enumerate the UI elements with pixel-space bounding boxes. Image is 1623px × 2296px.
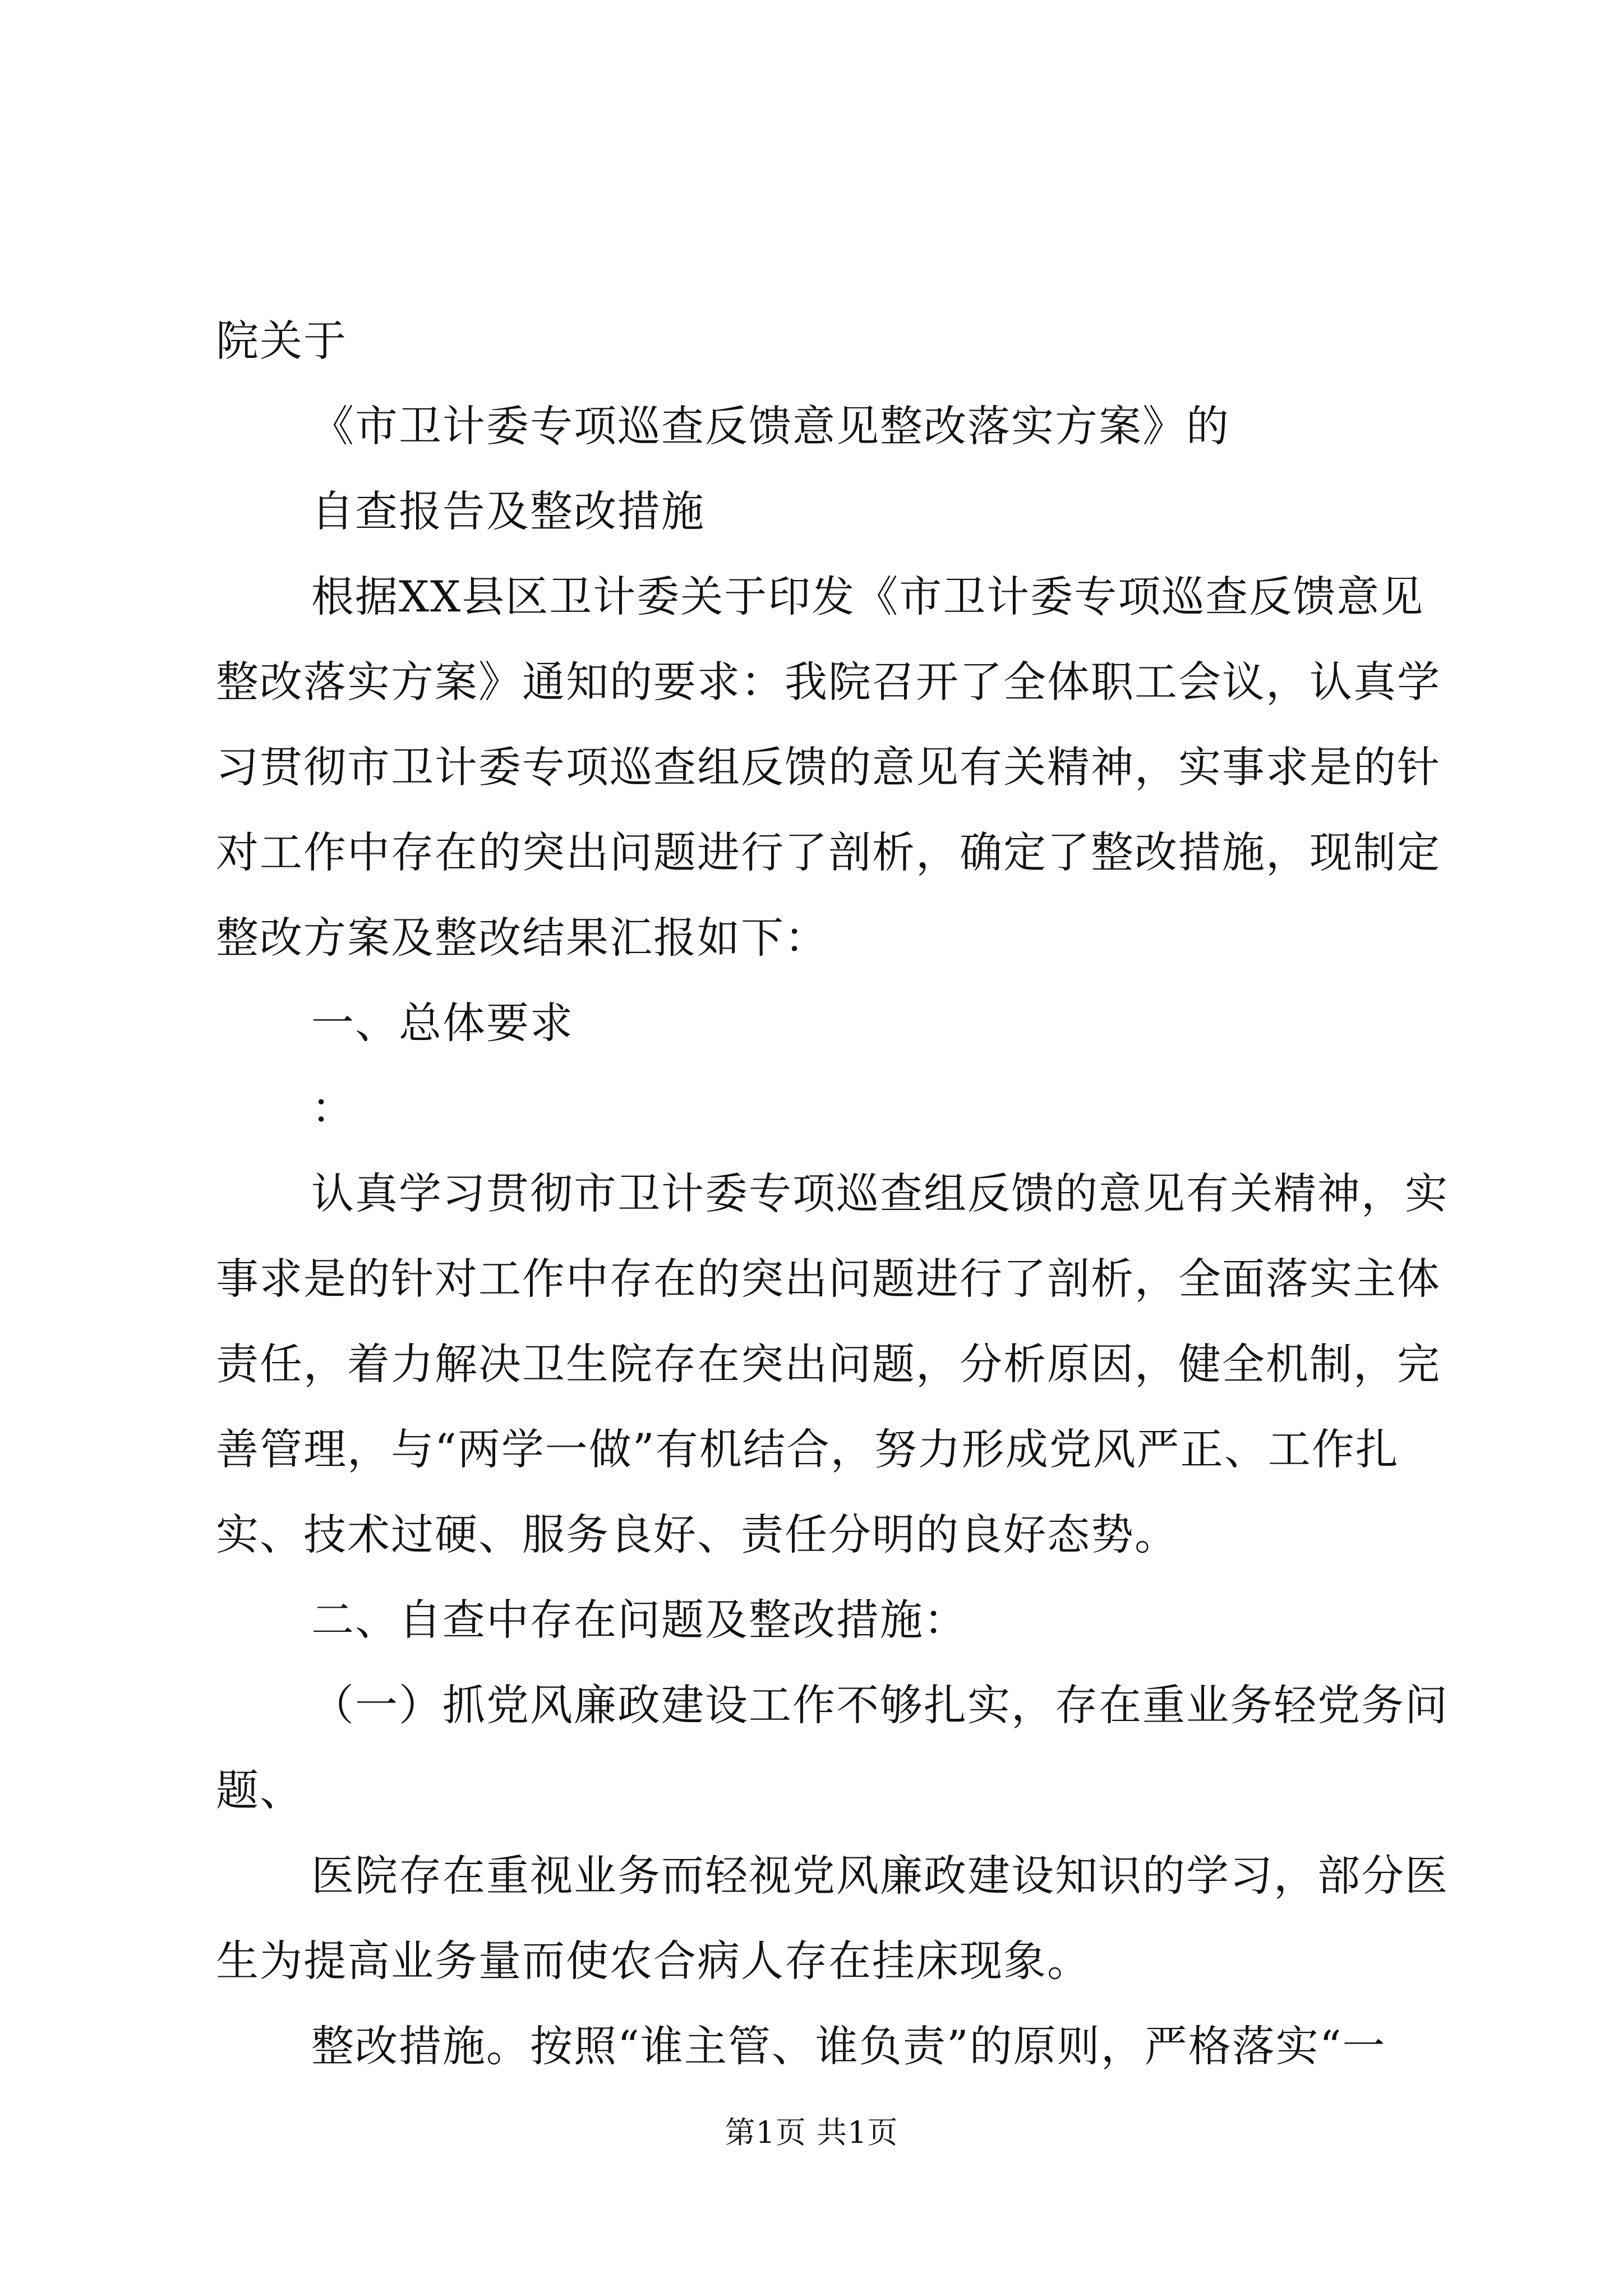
body-line-16: 二、自查中存在问题及整改措施：	[311, 1595, 967, 1645]
body-line-15: 实、技术过硬、服务良好、责任分明的良好态势。	[216, 1510, 1178, 1559]
body-line-19: 医院存在重视业务而轻视党风廉政建设知识的学习，部分医	[311, 1851, 1449, 1901]
body-line-10: ：	[311, 1083, 355, 1133]
body-line-11: 认真学习贯彻市卫计委专项巡查组反馈的意见有关精神，实	[311, 1168, 1449, 1218]
body-line-7: 对工作中存在的突出问题进行了剖析，确定了整改措施，现制定	[216, 827, 1441, 877]
body-line-21: 整改措施。按照“谁主管、谁负责”的原则，严格落实“一	[311, 2021, 1386, 2071]
page-footer: 第1页 共1页	[725, 2115, 898, 2150]
body-line-18: 题、	[216, 1765, 303, 1815]
body-line-2: 《市卫计委专项巡查反馈意见整改落实方案》的	[311, 401, 1230, 451]
body-line-12: 事求是的针对工作中存在的突出问题进行了剖析，全面落实主体	[216, 1254, 1441, 1304]
body-line-3: 自查报告及整改措施	[311, 486, 705, 536]
body-line-5: 整改落实方案》通知的要求：我院召开了全体职工会议，认真学	[216, 657, 1441, 707]
body-line-9: 一、总体要求	[311, 998, 574, 1048]
body-line-8: 整改方案及整改结果汇报如下：	[216, 913, 828, 963]
body-line-13: 责任，着力解决卫生院存在突出问题，分析原因，健全机制，完	[216, 1339, 1441, 1389]
body-line-6: 习贯彻市卫计委专项巡查组反馈的意见有关精神，实事求是的针	[216, 742, 1441, 792]
body-line-20: 生为提高业务量而使农合病人存在挂床现象。	[216, 1936, 1091, 1986]
body-line-4: 根据XX县区卫计委关于印发《市卫计委专项巡查反馈意见	[311, 572, 1424, 622]
body-line-1: 院关于	[216, 316, 347, 366]
document-body	[216, 298, 1449, 2089]
body-line-17: （一）抓党风廉政建设工作不够扎实，存在重业务轻党务问	[311, 1680, 1449, 1730]
body-line-14: 善管理，与“两学一做”有机结合，努力形成党风严正、工作扎	[216, 1424, 1399, 1474]
